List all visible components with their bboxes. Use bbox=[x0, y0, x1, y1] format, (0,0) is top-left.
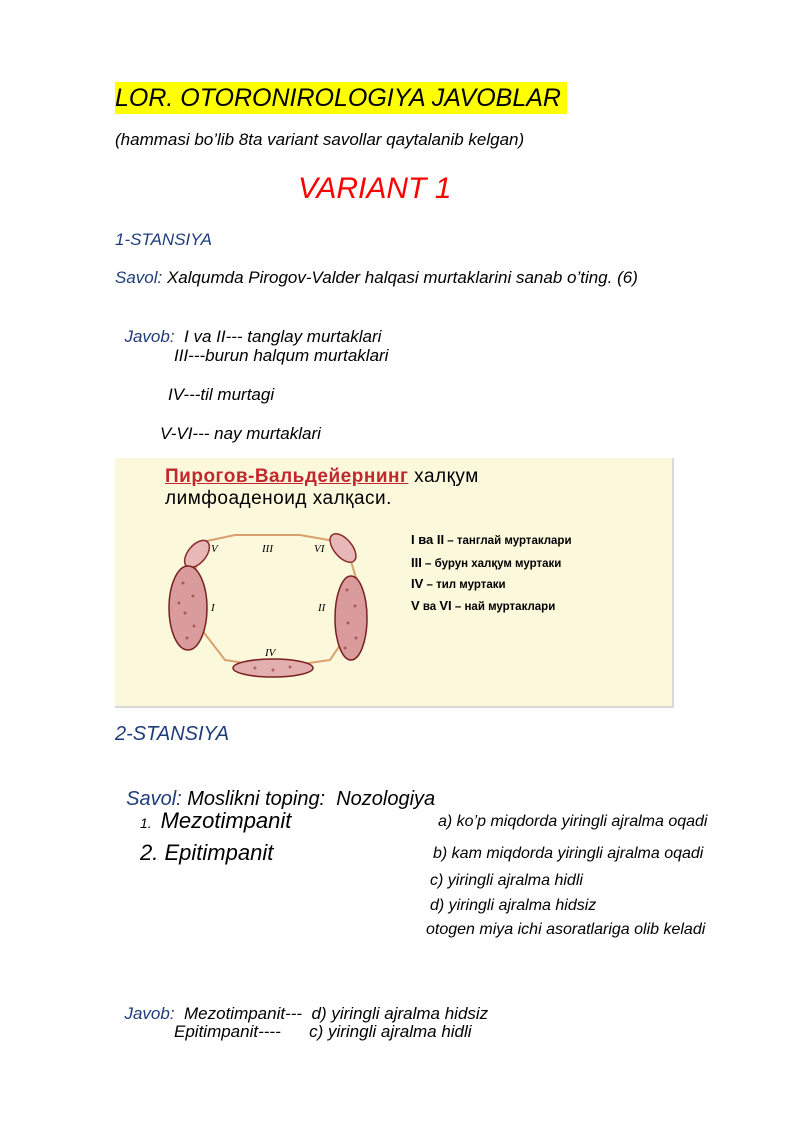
question-text: Xalqumda Pirogov-Valder halqasi murtaklarini sanab o’ting. (6) bbox=[162, 268, 638, 287]
option-e: otogen miya ichi asoratlariga olib keladi bbox=[426, 921, 706, 938]
legend-num: III bbox=[411, 555, 422, 570]
legend-item-4 bbox=[411, 598, 555, 613]
legend-text: – тил муртаки bbox=[423, 579, 506, 591]
item-number: 1. bbox=[140, 815, 152, 831]
tonsil-iv bbox=[233, 659, 313, 677]
question-text: Moslikni toping: Nozologiya bbox=[181, 788, 436, 810]
station1-answer-1 bbox=[115, 307, 381, 347]
node-label-v: V bbox=[211, 543, 218, 555]
node-label-ii: II bbox=[318, 602, 326, 614]
legend-text: – най муртаклари bbox=[451, 601, 556, 613]
figure-title-red: Пирогов-Вальдейернинг bbox=[165, 466, 409, 487]
legend-item-2 bbox=[411, 555, 561, 570]
item-text: Epitimpanit bbox=[164, 840, 274, 865]
station2-answer-1 bbox=[115, 984, 488, 1024]
nosology-item-2 bbox=[140, 840, 273, 866]
station1-answer-2: III---burun halqum murtaklari bbox=[174, 346, 389, 365]
node-label-iv: IV bbox=[265, 647, 276, 659]
station1-question bbox=[115, 268, 638, 288]
tonsil-vi bbox=[325, 529, 361, 567]
question-prefix: Savol: bbox=[115, 268, 163, 287]
answer-prefix: Javob: bbox=[124, 327, 175, 346]
station2-question bbox=[115, 765, 435, 811]
item-number: 2. bbox=[140, 840, 159, 865]
station1-label: 1-STANSIYA bbox=[115, 230, 212, 249]
legend-text: – бурун халқум муртаки bbox=[421, 558, 562, 570]
option-d: d) yiringli ajralma hidsiz bbox=[430, 897, 597, 914]
node-label-vi: VI bbox=[314, 543, 325, 555]
legend-num: IV bbox=[411, 576, 424, 591]
legend-num: VI bbox=[439, 598, 452, 613]
pirogov-ring-figure bbox=[115, 458, 674, 708]
legend-item-3 bbox=[411, 576, 506, 591]
legend-item-1 bbox=[411, 532, 572, 547]
tonsil-ii bbox=[335, 576, 367, 660]
nosology-item-1 bbox=[140, 808, 291, 834]
option-a: a) ko’p miqdorda yiringli ajralma oqadi bbox=[438, 813, 708, 830]
station2-answer-2: Epitimpanit---- c) yiringli ajralma hidli bbox=[174, 1022, 472, 1041]
node-label-iii: III bbox=[262, 543, 273, 555]
legend-mid: ва bbox=[419, 601, 440, 613]
station1-answer-4: V-VI--- nay murtaklari bbox=[160, 424, 321, 443]
figure-title bbox=[165, 466, 479, 510]
item-text: Mezotimpanit bbox=[160, 808, 292, 833]
answer-prefix: Javob: bbox=[124, 1004, 175, 1023]
question-prefix: Savol: bbox=[126, 788, 182, 810]
variant-heading: VARIANT 1 bbox=[298, 172, 452, 205]
page-subtitle: (hammasi bo’lib 8ta variant savollar qaytalanib kelgan) bbox=[115, 130, 525, 149]
legend-num: I ва II bbox=[411, 532, 445, 547]
page-title: LOR. OTORONIROLOGIYA JAVOBLAR bbox=[115, 82, 567, 114]
option-c: c) yiringli ajralma hidli bbox=[430, 872, 583, 889]
station1-answer-3: IV---til murtagi bbox=[168, 385, 275, 404]
answer-text: I va II--- tanglay murtaklari bbox=[174, 327, 382, 346]
answer-text: Mezotimpanit--- d) yiringli ajralma hidsiz bbox=[174, 1004, 489, 1023]
option-b: b) kam miqdorda yiringli ajralma oqadi bbox=[433, 845, 704, 862]
station2-label: 2-STANSIYA bbox=[115, 723, 230, 745]
node-label-i: I bbox=[211, 602, 215, 614]
figure-title-line2: лимфоаденоид халқаси. bbox=[165, 488, 392, 509]
legend-num: V bbox=[411, 598, 420, 613]
legend-text: – танглай муртаклари bbox=[444, 535, 572, 547]
figure-title-rest: халқум bbox=[408, 466, 479, 487]
